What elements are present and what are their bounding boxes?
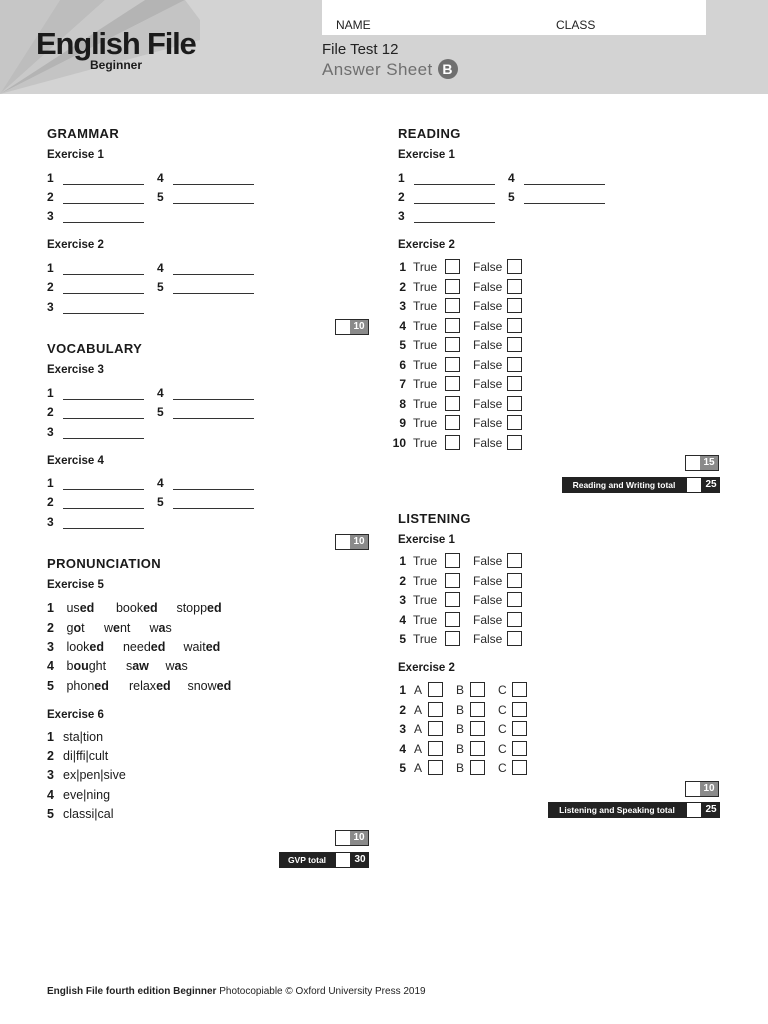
logo-level: Beginner (90, 58, 143, 72)
true-checkbox[interactable] (445, 259, 460, 274)
gvp-total (279, 852, 369, 868)
true-label: True (413, 573, 438, 588)
answer-blank[interactable]: 2 (47, 280, 144, 294)
option-label: C (498, 702, 507, 717)
true-label: True (413, 357, 438, 372)
pronunciation-ex5-title: Exercise 5 (47, 579, 104, 591)
pron-word[interactable]: bought (66, 659, 107, 673)
item-number: 1 (399, 554, 406, 568)
item-number: 9 (399, 416, 406, 430)
true-checkbox[interactable] (445, 357, 460, 372)
pron-word[interactable]: went (103, 621, 131, 635)
pron-word[interactable]: waited (183, 640, 221, 654)
answer-blank[interactable]: 5 (157, 280, 254, 294)
true-false-row (390, 337, 530, 353)
false-label: False (473, 416, 503, 430)
stress-row[interactable]: 1 sta|tion (47, 730, 104, 744)
answer-blank[interactable]: 1 (47, 476, 144, 490)
false-label: False (473, 299, 503, 313)
false-label: False (473, 554, 503, 568)
option-a-checkbox[interactable] (428, 702, 443, 717)
answer-blank[interactable]: 2 (47, 190, 144, 204)
true-checkbox[interactable] (445, 318, 460, 333)
true-false-row (390, 298, 530, 314)
true-label: True (413, 299, 438, 313)
true-checkbox[interactable] (445, 298, 460, 313)
true-false-row (390, 376, 530, 392)
true-checkbox[interactable] (445, 592, 460, 607)
answer-blank[interactable]: 2 (47, 405, 144, 419)
option-b-checkbox[interactable] (470, 702, 485, 717)
stress-row[interactable]: 2 di|ffi|cult (47, 749, 109, 763)
option-label: B (456, 761, 465, 775)
option-a-checkbox[interactable] (428, 682, 443, 697)
true-label: True (413, 338, 438, 352)
option-label: A (414, 741, 423, 756)
option-label: A (414, 702, 423, 717)
true-label: True (413, 318, 438, 333)
false-label: False (473, 396, 503, 411)
answer-blank[interactable]: 4 (157, 261, 254, 275)
option-c-checkbox[interactable] (512, 721, 527, 736)
answer-blank[interactable]: 5 (157, 190, 254, 204)
pronunciation-score-box[interactable]: 10 (335, 830, 369, 846)
listening-speaking-total-max: 25 (702, 802, 720, 818)
pron-word[interactable]: needed (122, 640, 166, 654)
item-number: 3 (399, 593, 406, 607)
option-label: B (456, 683, 465, 697)
item-number: 6 (399, 357, 406, 372)
option-a-checkbox[interactable] (428, 741, 443, 756)
version-badge: B (438, 59, 458, 79)
listening-score-box[interactable]: 10 (685, 781, 719, 797)
pron-word[interactable]: used (66, 601, 95, 615)
logo-title: English File (36, 26, 196, 61)
stress-row[interactable]: 3 ex|pen|sive (47, 768, 126, 782)
false-checkbox[interactable] (507, 435, 522, 450)
header-band (0, 0, 768, 94)
option-label: B (456, 722, 465, 736)
answer-blank[interactable]: 5 (157, 495, 254, 509)
listening-title: LISTENING (398, 511, 471, 526)
pron-row: 5 phoned relaxed snowed (47, 679, 232, 693)
false-checkbox[interactable] (507, 298, 522, 313)
true-false-row (390, 631, 530, 647)
pron-word[interactable]: got (66, 621, 85, 635)
true-false-row (390, 357, 530, 373)
name-class-box[interactable] (322, 0, 706, 35)
item-number: 7 (399, 377, 406, 391)
item-number: 10 (392, 435, 406, 450)
true-false-row (390, 415, 530, 431)
false-label: False (473, 573, 503, 588)
answer-blank[interactable]: 1 (47, 386, 144, 400)
reading-title: READING (398, 126, 461, 141)
false-checkbox[interactable] (507, 631, 522, 646)
false-checkbox[interactable] (507, 592, 522, 607)
true-false-row (390, 553, 530, 569)
pronunciation-title: PRONUNCIATION (47, 556, 162, 571)
name-label: NAME (336, 18, 371, 32)
true-false-row (390, 435, 530, 451)
true-checkbox[interactable] (445, 337, 460, 352)
option-label: C (498, 722, 507, 736)
listening-speaking-total (548, 802, 720, 818)
item-number: 3 (399, 299, 406, 313)
false-checkbox[interactable] (507, 337, 522, 352)
option-label: B (456, 741, 465, 756)
false-checkbox[interactable] (507, 573, 522, 588)
false-checkbox[interactable] (507, 357, 522, 372)
sheet-title-text: Answer Sheet (322, 60, 433, 79)
item-number: 8 (399, 396, 406, 411)
true-label: True (413, 396, 438, 411)
listening-speaking-total-field[interactable] (686, 802, 702, 818)
false-label: False (473, 318, 503, 333)
grammar-score-box[interactable]: 10 (335, 319, 369, 335)
true-label: True (413, 612, 438, 627)
pron-row: 1 used booked stopped (47, 601, 222, 615)
pron-word[interactable]: was (149, 621, 172, 635)
true-checkbox[interactable] (445, 279, 460, 294)
item-number: 4 (399, 741, 406, 756)
sheet-title (322, 59, 458, 80)
option-c-checkbox[interactable] (512, 760, 527, 775)
pron-word[interactable]: booked (115, 601, 158, 615)
false-checkbox[interactable] (507, 612, 522, 627)
multiple-choice-row (390, 702, 530, 718)
false-checkbox[interactable] (507, 318, 522, 333)
item-number: 2 (399, 279, 406, 294)
pron-word[interactable]: saw (125, 659, 149, 673)
vocabulary-title: VOCABULARY (47, 341, 143, 356)
pron-word[interactable]: was (165, 659, 188, 673)
item-number: 5 (399, 632, 406, 646)
false-label: False (473, 377, 503, 391)
option-label: A (414, 722, 423, 736)
class-label: CLASS (556, 18, 596, 32)
true-checkbox[interactable] (445, 376, 460, 391)
answer-blank[interactable]: 2 (398, 190, 495, 204)
option-label: A (414, 761, 423, 775)
item-number: 2 (399, 702, 406, 717)
true-false-row (390, 259, 530, 275)
item-number: 1 (399, 683, 406, 697)
true-false-row (390, 573, 530, 589)
true-label: True (413, 416, 438, 430)
answer-blank[interactable]: 3 (47, 425, 144, 439)
reading-writing-total (562, 477, 720, 493)
false-checkbox[interactable] (507, 553, 522, 568)
false-checkbox[interactable] (507, 415, 522, 430)
pron-word[interactable]: stopped (176, 601, 222, 615)
multiple-choice-row (390, 721, 530, 737)
true-false-row (390, 592, 530, 608)
false-checkbox[interactable] (507, 279, 522, 294)
item-number: 2 (399, 573, 406, 588)
true-false-row (390, 612, 530, 628)
pron-word[interactable]: snowed (187, 679, 232, 693)
multiple-choice-row (390, 682, 530, 698)
reading-ex1-title: Exercise 1 (398, 149, 455, 161)
pron-row: 3 looked needed waited (47, 640, 221, 654)
grammar-title: GRAMMAR (47, 126, 120, 141)
true-label: True (413, 554, 438, 568)
true-checkbox[interactable] (445, 415, 460, 430)
true-label: True (413, 260, 438, 274)
listening-ex1-title: Exercise 1 (398, 534, 455, 546)
answer-blank[interactable]: 1 (47, 171, 144, 185)
true-false-row (390, 396, 530, 412)
stress-row[interactable]: 5 classi|cal (47, 807, 114, 821)
answer-blank[interactable]: 5 (157, 405, 254, 419)
answer-blank[interactable]: 4 (157, 171, 254, 185)
option-b-checkbox[interactable] (470, 682, 485, 697)
reading-writing-total-label: Reading and Writing total (562, 477, 686, 493)
answer-blank[interactable]: 3 (47, 515, 144, 529)
answer-blank[interactable]: 4 (157, 476, 254, 490)
vocabulary-ex3-title: Exercise 3 (47, 364, 104, 376)
item-number: 4 (399, 318, 406, 333)
option-a-checkbox[interactable] (428, 760, 443, 775)
false-label: False (473, 632, 503, 646)
option-a-checkbox[interactable] (428, 721, 443, 736)
gvp-total-label: GVP total (279, 852, 335, 868)
option-label: B (456, 702, 465, 717)
answer-blank[interactable]: 1 (47, 261, 144, 275)
option-c-checkbox[interactable] (512, 702, 527, 717)
true-checkbox[interactable] (445, 553, 460, 568)
answer-blank[interactable]: 3 (398, 209, 495, 223)
reading-writing-total-max: 25 (702, 477, 720, 493)
reading-ex2-title: Exercise 2 (398, 239, 455, 251)
false-label: False (473, 338, 503, 352)
false-label: False (473, 435, 503, 450)
option-label: C (498, 683, 507, 697)
pron-word[interactable]: relaxed (128, 679, 171, 693)
false-checkbox[interactable] (507, 376, 522, 391)
true-label: True (413, 377, 438, 391)
gvp-total-field[interactable] (335, 852, 351, 868)
option-c-checkbox[interactable] (512, 741, 527, 756)
gvp-total-max: 30 (351, 852, 369, 868)
false-checkbox[interactable] (507, 396, 522, 411)
reading-score-box[interactable]: 15 (685, 455, 719, 471)
answer-blank[interactable]: 4 (508, 171, 605, 185)
option-b-checkbox[interactable] (470, 760, 485, 775)
option-b-checkbox[interactable] (470, 721, 485, 736)
multiple-choice-row (390, 741, 530, 757)
option-label: A (414, 683, 423, 697)
answer-blank[interactable]: 3 (47, 300, 144, 314)
test-title: File Test 12 (322, 41, 399, 58)
true-label: True (413, 435, 438, 450)
option-label: C (498, 741, 507, 756)
grammar-ex1-title: Exercise 1 (47, 149, 104, 161)
vocabulary-score-box[interactable]: 10 (335, 534, 369, 550)
stress-row[interactable]: 4 eve|ning (47, 788, 111, 802)
listening-speaking-total-label: Listening and Speaking total (548, 802, 686, 818)
true-label: True (413, 593, 438, 607)
reading-writing-total-field[interactable] (686, 477, 702, 493)
true-false-row (390, 318, 530, 334)
pron-row: 4 bought saw was (47, 659, 188, 673)
pronunciation-ex6-title: Exercise 6 (47, 709, 104, 721)
false-checkbox[interactable] (507, 259, 522, 274)
false-label: False (473, 279, 503, 294)
pron-word[interactable]: looked (66, 640, 105, 654)
answer-blank[interactable]: 1 (398, 171, 495, 185)
true-checkbox[interactable] (445, 573, 460, 588)
multiple-choice-row (390, 760, 530, 776)
grammar-ex2-title: Exercise 2 (47, 239, 104, 251)
option-c-checkbox[interactable] (512, 682, 527, 697)
false-label: False (473, 612, 503, 627)
answer-blank[interactable]: 2 (47, 495, 144, 509)
item-number: 3 (399, 722, 406, 736)
answer-blank[interactable]: 5 (508, 190, 605, 204)
option-b-checkbox[interactable] (470, 741, 485, 756)
answer-blank[interactable]: 4 (157, 386, 254, 400)
true-label: True (413, 279, 438, 294)
item-number: 5 (399, 338, 406, 352)
listening-ex2-title: Exercise 2 (398, 662, 455, 674)
true-false-row (390, 279, 530, 295)
false-label: False (473, 260, 503, 274)
true-checkbox[interactable] (445, 396, 460, 411)
option-label: C (498, 761, 507, 775)
logo (36, 26, 196, 72)
true-label: True (413, 632, 438, 646)
item-number: 1 (399, 260, 406, 274)
item-number: 5 (399, 761, 406, 775)
true-checkbox[interactable] (445, 435, 460, 450)
footer-copyright: English File fourth edition Beginner Photocopiable © Oxford University Press 2019 (47, 986, 426, 997)
pron-row: 2 got went was (47, 621, 172, 635)
true-checkbox[interactable] (445, 631, 460, 646)
pron-word[interactable]: phoned (66, 679, 109, 693)
true-checkbox[interactable] (445, 612, 460, 627)
item-number: 4 (399, 612, 406, 627)
false-label: False (473, 357, 503, 372)
false-label: False (473, 593, 503, 607)
answer-blank[interactable]: 3 (47, 209, 144, 223)
vocabulary-ex4-title: Exercise 4 (47, 455, 104, 467)
